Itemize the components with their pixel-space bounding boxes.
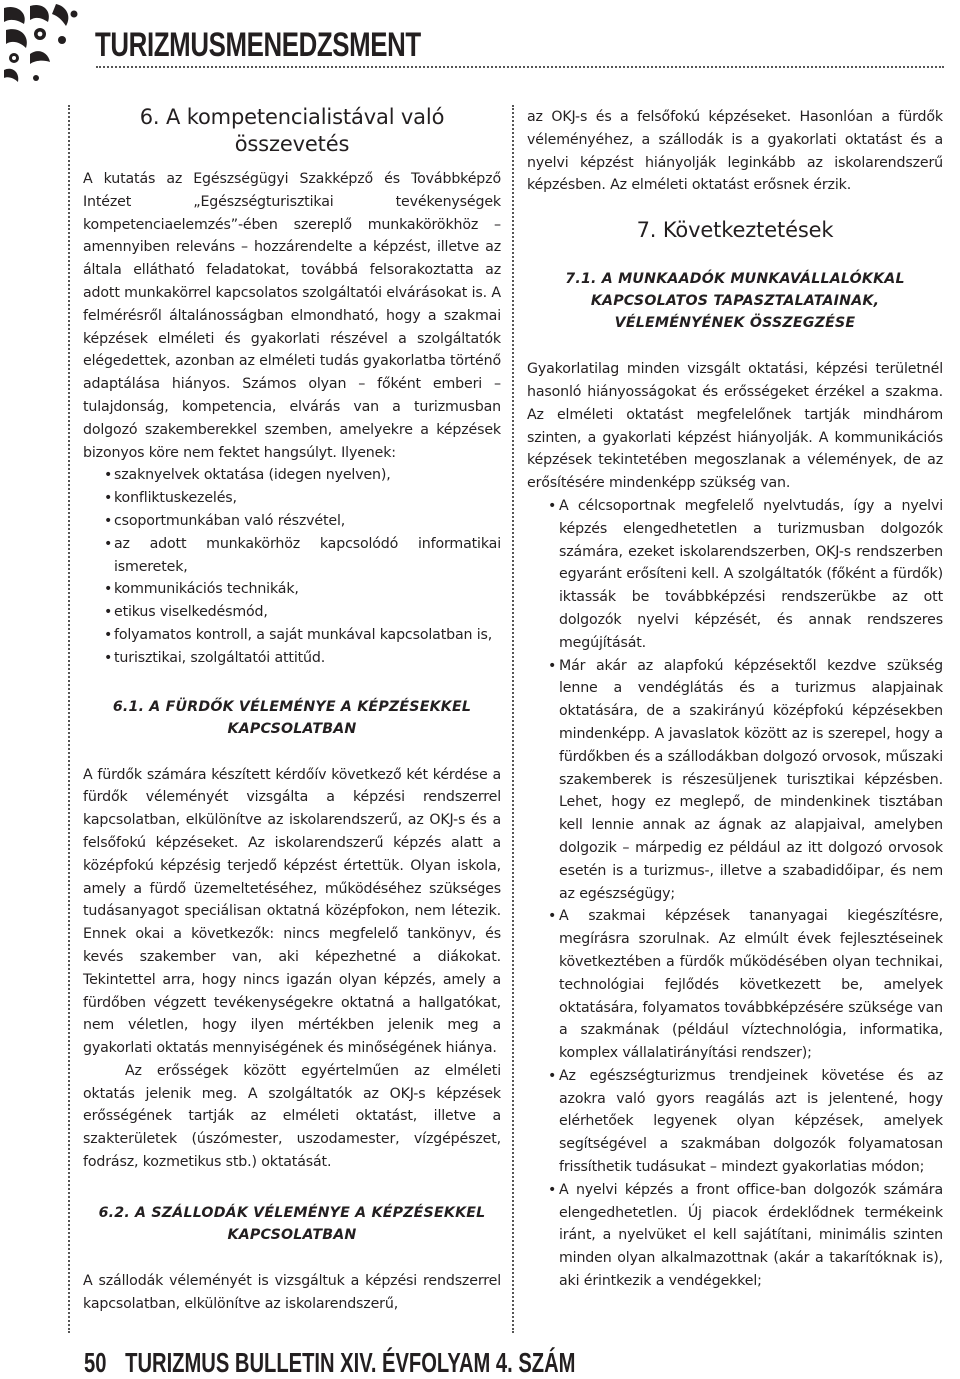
- list-item: • az adott munkakörhöz kapcsolódó informatikai ismeretek,: [83, 533, 501, 579]
- conclusions-list: [527, 495, 943, 1293]
- section-7-title: 7. Következtetések: [636, 218, 834, 243]
- subsection-7-1-intro: Gyakorlatilag minden vizsgált oktatási, képzési területnél hasonló hiányosságokat és erősségeket érzékel a szakma. Az elméleti oktatást megfelelőnek tartják mindhárom szinten, a gyakorlati képzést hiányolják. A kommunikációs képzések tekintetében megoszlanak a vélemények, de az erősítésére mindenképp szükség van.: [527, 361, 943, 492]
- competency-gap-list: [83, 464, 501, 669]
- list-item: • A nyelvi képzés a front office-ban dolgozók számára elengedhetetlen. Új piacok érdeklődnek termékeink iránt, a nyelvüket el kell sajátítani, minimális szinten minden olyan alkalmazottnak (akár a takarítóknak is), aki érintkezik a vendégekkel;: [527, 1179, 943, 1293]
- list-item: • turisztikai, szolgáltatói attitűd.: [83, 647, 501, 670]
- list-item: • szaknyelvek oktatása (idegen nyelven),: [83, 464, 501, 487]
- folk-ornament-icon: [0, 0, 90, 92]
- subsection-6-2-title: 6.2. A SZÁLLODÁK VÉLEMÉNYE A KÉPZÉSEKKEL KAPCSOLATBAN: [98, 1204, 486, 1243]
- publication-title: TURIZMUS BULLETIN XIV. ÉVFOLYAM 4. SZÁM: [125, 1347, 576, 1378]
- page-number: 50: [84, 1347, 107, 1378]
- subsection-6-1-title: 6.1. A FÜRDŐK VÉLEMÉNYE A KÉPZÉSEKKEL KAPCSOLATBAN: [112, 698, 472, 737]
- subsection-7-1-title: 7.1. A MUNKAADÓK MUNKAVÁLLALÓKKAL KAPCSOLATOS TAPASZTALATAINAK, VÉLEMÉNYÉNEK ÖSSZEGZÉSE: [565, 271, 905, 332]
- list-item: • konfliktuskezelés,: [83, 487, 501, 510]
- continuation-paragraph: az OKJ-s és a felsőfokú képzéseket. Hasonlóan a fürdők véleményéhez, a szállodák is a gyakorlati oktatást és a nyelvi képzést hiányolják leginkább az iskolarendszerű képzésben. Az elméleti oktatást erősnek érzik.: [527, 109, 943, 194]
- left-column: [83, 104, 501, 1315]
- section-6-intro: A kutatás az Egészségügyi Szakképző és Továbbképző Intézet „Egészségturisztikai tevékenységek kompetenciaelemzés”-ében szereplő munkakörökhöz – amennyiben releváns – hozzárendelte a képzést, illetve az általa ellátható feladatokat, továbbá felsorakoztatta az adott munkakörrel kapcsolatos szolgáltatói elvárásokat is. A felmérésről általánosságban elmondható, hogy a szakmai képzések elméleti és gyakorlati részével a szolgáltatók elégedettek, azonban az elméleti tudás gyakorlatba történő adaptálása hiányos. Számos olyan – főként emberi – tulajdonság, kompetencia, elvárás van a turizmusban dolgozó szakemberekkel szemben, amelyekre a képzések bizonyos köre nem fektet hangsúlyt. Ilyenek:: [83, 171, 501, 461]
- subsection-6-2-paragraph: A szállodák véleményét is vizsgáltuk a képzési rendszerrel kapcsolatban, elkülönítve az iskolarendszerű,: [83, 1272, 501, 1312]
- list-item: • folyamatos kontroll, a saját munkával kapcsolatban is,: [83, 624, 501, 647]
- subsection-6-1-paragraph: Az erősségek között egyértelműen az elméleti oktatás jelenik meg. A szolgáltatók az OKJ-s képzések erősségének tartják az elméleti oktatást, illetve a szakterületek (úszómester, uszodamester, vízgépészet, fodrász, kozmetikus stb.) oktatását.: [83, 1062, 501, 1171]
- right-column: [527, 106, 943, 1293]
- left-margin-divider: [68, 105, 70, 1333]
- list-item: • A szakmai képzések tananyagai kiegészítésre, megírásra szorulnak. Az elmúlt évek fejlesztéseinek következtében a fürdők működésében olyan technikai, technológiai fejlődés következett be, amelyek oktatására, folyamatos továbbképzésére szüksége van a szakmának (például víztechnológia, informatika, komplex vállalatirányítási rendszer);: [527, 905, 943, 1065]
- page-footer: [84, 1347, 575, 1379]
- section-6-title: 6. A kompetencialistával való összevetés: [139, 105, 445, 156]
- list-item: • Az egészségturizmus trendjeinek követése és az azokra való gyors reagálás azt is jelentené, hogy elérhetőek legyenek olyan képzések, amelyek segítségével a szakmában dolgozók folyamatosan frissíthetik tudásukat – mindezt gyakorlatias módon;: [527, 1065, 943, 1179]
- list-item: • kommunikációs technikák,: [83, 578, 501, 601]
- header-divider: [96, 66, 944, 68]
- running-title: TURIZMUSMENEDZSMENT: [95, 26, 421, 64]
- list-item: • Már akár az alapfokú képzésektől kezdve szükség lenne a vendéglátás és a turizmus alapjainak oktatására, de a szakirányú középfokú képzésekben mindenképp. A javaslatok között az is szerepel, hogy a fürdőkben és a szállodákban dolgozó orvosok, műszaki szakemberek is részesüljenek turisztikai képzésben. Lehet, hogy ez meglepő, de mindenkinek tisztában kell lennie annak az ágnak az alapjaival, amelyben dolgozik – márpedig ez például az itt dolgozó orvosok esetén is a turizmus-, illetve a szabadidőipar, és nem az egészségügy;: [527, 655, 943, 906]
- list-item: • A célcsoportnak megfelelő nyelvtudás, így a nyelvi képzés elengedhetetlen a turizmusban dolgozók számára, ezeket iskolarendszerben, OKJ-s rendszerben egyaránt erősíteni kell. A szolgáltatók (főként a fürdők) iktassák be továbbképzési rendszerükbe az ott dolgozók nyelvi képzését, és annak rendszeres megújítását.: [527, 495, 943, 655]
- column-divider: [512, 105, 514, 1333]
- subsection-6-1-paragraph: A fürdők számára készített kérdőív következő két kérdése a fürdők véleményét vizsgálta a képzési rendszerrel kapcsolatban, elkülönítve az iskolarendszerű, az OKJ-s és a felsőfokú képzéseket. Az iskolarendszerű képzés alatt a középfokú képzésig terjedő képzést értettük. Olyan iskola, amely a fürdő üzemeltetéséhez, működéséhez szükséges tudásanyagot speciálisan oktatná középfokon, nem létezik. Ennek okai a következők: nincs megfelelő tankönyv, és kevés szakember van, aki képezhetné a diákokat. Tekintettel arra, hogy nincs igazán olyan képzés, amely a fürdőben végzett tevékenységekre oktatná a hallgatókat, nem véletlen, hogy ilyen mértékben jelenik meg a gyakorlati oktatás mennyiségének és minőségének hiánya.: [83, 766, 501, 1057]
- list-item: • csoportmunkában való részvétel,: [83, 510, 501, 533]
- list-item: • etikus viselkedésmód,: [83, 601, 501, 624]
